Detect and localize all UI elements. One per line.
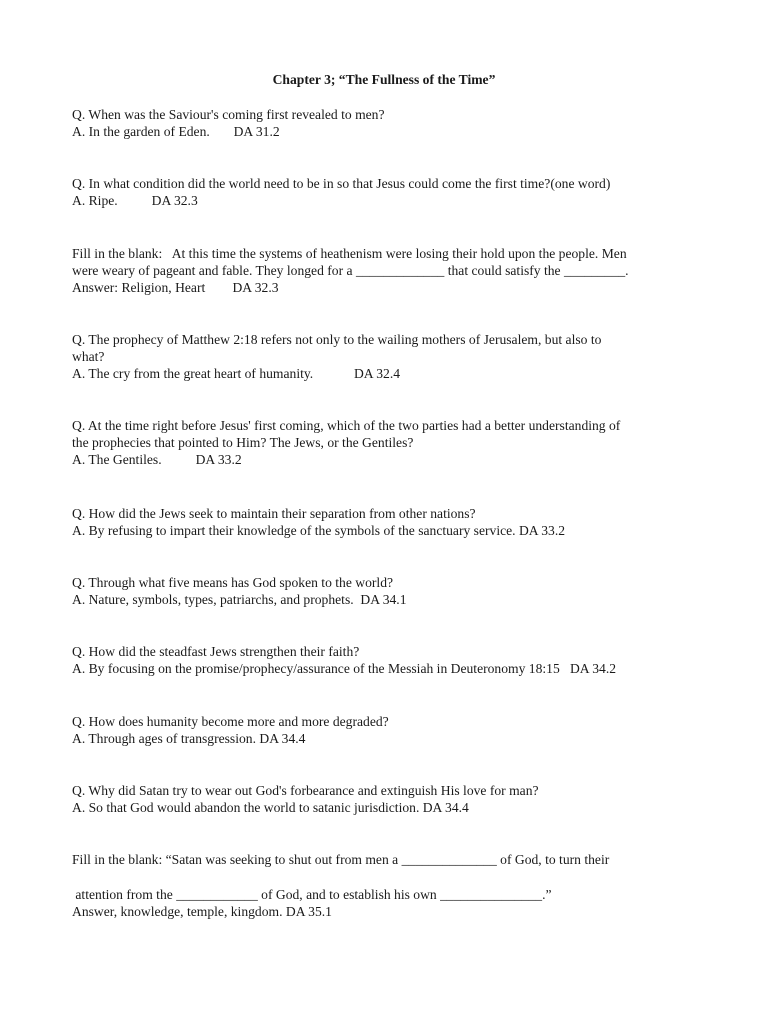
qa-item-9 xyxy=(72,782,696,816)
question-line: Q. The prophecy of Matthew 2:18 refers not only to the wailing mothers of Jerusalem, but also to xyxy=(72,332,602,347)
qa-item-2 xyxy=(72,175,696,209)
prompt-line: attention from the ____________ of God, and to establish his own _______________.” xyxy=(72,887,552,902)
answer-line: A. Through ages of transgression. DA 34.4 xyxy=(72,731,306,746)
prompt-line: Fill in the blank: “Satan was seeking to shut out from men a ______________ of God, to turn their xyxy=(72,852,610,867)
fill-blank-item-1 xyxy=(72,245,696,296)
fill-blank-item-2 xyxy=(72,851,696,868)
qa-item-5 xyxy=(72,505,696,539)
question-line: Q. How does humanity become more and more degraded? xyxy=(72,714,389,729)
qa-item-4 xyxy=(72,417,696,468)
prompt-line: Fill in the blank: At this time the systems of heathenism were losing their hold upon the people. Men xyxy=(72,246,627,261)
answer-line: A. By focusing on the promise/prophecy/assurance of the Messiah in Deuteronomy 18:15 DA 34.2 xyxy=(72,661,617,676)
answer-line: A. By refusing to impart their knowledge of the symbols of the sanctuary service. DA 33.2 xyxy=(72,523,566,538)
answer-line: A. Nature, symbols, types, patriarchs, and prophets. DA 34.1 xyxy=(72,592,407,607)
question-line: Q. How did the steadfast Jews strengthen their faith? xyxy=(72,644,360,659)
qa-item-6 xyxy=(72,574,696,608)
answer-line: A. In the garden of Eden. DA 31.2 xyxy=(72,124,280,139)
fill-blank-item-2-continued xyxy=(72,886,696,920)
question-line: the prophecies that pointed to Him? The Jews, or the Gentiles? xyxy=(72,435,414,450)
qa-item-8 xyxy=(72,713,696,747)
answer-line: A. The Gentiles. DA 33.2 xyxy=(72,452,242,467)
question-line: Q. Through what five means has God spoken to the world? xyxy=(72,575,394,590)
question-line: Q. How did the Jews seek to maintain their separation from other nations? xyxy=(72,506,476,521)
question-line: Q. Why did Satan try to wear out God's forbearance and extinguish His love for man? xyxy=(72,783,539,798)
answer-line: A. So that God would abandon the world to satanic jurisdiction. DA 34.4 xyxy=(72,800,469,815)
answer-line: Answer: Religion, Heart DA 32.3 xyxy=(72,280,279,295)
qa-item-3 xyxy=(72,331,696,382)
answer-line: A. Ripe. DA 32.3 xyxy=(72,193,198,208)
question-line: Q. In what condition did the world need to be in so that Jesus could come the first time?(one word) xyxy=(72,176,611,191)
qa-item-7 xyxy=(72,643,696,677)
question-line: Q. At the time right before Jesus' first coming, which of the two parties had a better understanding of xyxy=(72,418,621,433)
chapter-title: Chapter 3; “The Fullness of the Time” xyxy=(272,72,496,87)
prompt-line: were weary of pageant and fable. They longed for a _____________ that could satisfy the _________. xyxy=(72,263,629,278)
qa-item-1 xyxy=(72,106,696,140)
answer-line: Answer, knowledge, temple, kingdom. DA 35.1 xyxy=(72,904,332,919)
answer-line: A. The cry from the great heart of humanity. DA 32.4 xyxy=(72,366,401,381)
question-line: what? xyxy=(72,349,105,364)
question-line: Q. When was the Saviour's coming first revealed to men? xyxy=(72,107,385,122)
